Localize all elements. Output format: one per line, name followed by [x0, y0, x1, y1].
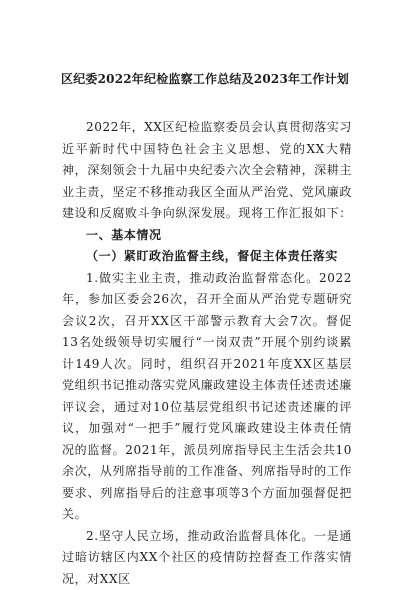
document-body	[62, 117, 352, 590]
body-paragraph-1: 1.做实主业主责，推动政治监督常态化。2022年，参加区委会26次，召开全面从严治党专题研究会议2次，召开XX区干部警示教育大会7次。督促13名处级领导切实履行“一岗双责”开展个别约谈累计149人次。同时，组织召开2021年度XX区基层党组织书记推动落实党风廉政建设主体责任述责述廉评议会，通过对10位基层党组织书记述责述廉的评议，加强对“一把手”履行党风廉政建设主体责任情况的监督。2021年，派员列席指导民主生活会共10余次，从列席指导前的工作准备、列席指导时的工作要求、列席指导后的注意事项等3个方面加强督促把关。	[62, 268, 352, 526]
document-title: 区纪委2022年纪检监察工作总结及2023年工作计划	[0, 70, 410, 87]
subsection-heading: （一）紧盯政治监督主线，督促主体责任落实	[62, 246, 352, 268]
intro-paragraph: 2022年，XX区纪检监察委员会认真贯彻落实习近平新时代中国特色社会主义思想、党的XX大精神，深刻领会十九届中央纪委六次全会精神，深耕主业主责，坚定不移推动我区全面从严治党、党风廉政建设和反腐败斗争向纵深发展。现将工作汇报如下：	[62, 117, 352, 225]
body-paragraph-2: 2.坚守人民立场，推动政治监督具体化。一是通过暗访辖区内XX个社区的疫情防控督查工作落实情况，对XX区	[62, 526, 352, 590]
section-heading: 一、基本情况	[62, 225, 352, 247]
